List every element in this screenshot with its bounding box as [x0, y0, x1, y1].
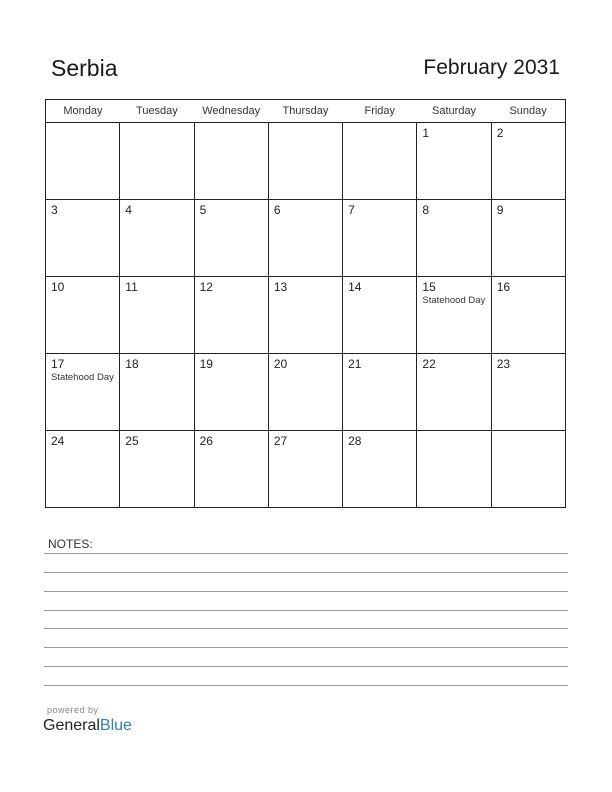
day-cell — [268, 354, 342, 431]
weekday-header: Thursday — [268, 100, 342, 123]
day-number: 17 — [51, 357, 65, 371]
day-cell — [194, 277, 268, 354]
day-cell — [46, 200, 120, 277]
day-cell — [268, 431, 342, 508]
day-number: 25 — [125, 434, 139, 448]
week-row — [46, 354, 566, 431]
day-cell — [491, 431, 565, 508]
day-cell — [343, 200, 417, 277]
day-number: 19 — [199, 357, 213, 371]
day-cell — [46, 123, 120, 200]
weekday-header: Wednesday — [194, 100, 268, 123]
day-number: 21 — [348, 357, 362, 371]
day-number: 8 — [422, 203, 430, 217]
day-number: 23 — [496, 357, 511, 371]
day-number: 11 — [125, 280, 138, 294]
day-cell — [120, 354, 194, 431]
calendar-body — [46, 123, 566, 508]
day-cell — [268, 123, 342, 200]
day-cell — [194, 123, 268, 200]
day-cell — [417, 431, 491, 508]
weekday-header: Sunday — [491, 100, 565, 123]
day-number: 1 — [422, 126, 430, 140]
day-cell — [268, 277, 342, 354]
weekday-header-row — [46, 100, 566, 123]
day-number: 16 — [496, 280, 511, 294]
day-number: 20 — [273, 357, 288, 371]
day-number: 24 — [51, 434, 65, 448]
day-cell — [343, 123, 417, 200]
notes-line — [44, 610, 568, 611]
day-cell — [343, 277, 417, 354]
day-cell — [46, 354, 120, 431]
week-row — [46, 200, 566, 277]
week-row — [46, 123, 566, 200]
day-number: 27 — [273, 434, 288, 448]
weekday-header: Tuesday — [120, 100, 194, 123]
week-row — [46, 277, 566, 354]
notes-label: NOTES: — [48, 537, 93, 551]
day-cell — [343, 431, 417, 508]
day-cell — [491, 200, 565, 277]
week-row — [46, 431, 566, 508]
day-number: 14 — [348, 280, 362, 294]
day-cell — [120, 123, 194, 200]
day-cell — [491, 123, 565, 200]
day-number: 7 — [348, 203, 355, 217]
notes-line — [44, 628, 568, 629]
day-cell — [194, 354, 268, 431]
generalblue-logo — [43, 717, 132, 735]
day-cell — [120, 200, 194, 277]
day-number: 5 — [199, 203, 207, 217]
country-title: Serbia — [51, 55, 118, 81]
weekday-header: Friday — [343, 100, 417, 123]
day-number: 9 — [496, 203, 504, 217]
notes-line — [44, 591, 568, 592]
month-title: February 2031 — [423, 56, 560, 79]
notes-line — [44, 553, 568, 554]
holiday-label: Statehood Day — [422, 295, 486, 306]
day-number: 4 — [125, 203, 132, 217]
day-cell — [417, 200, 491, 277]
weekday-header: Saturday — [417, 100, 491, 123]
day-cell — [46, 277, 120, 354]
holiday-label: Statehood Day — [51, 372, 114, 383]
day-cell — [120, 431, 194, 508]
day-cell — [491, 277, 565, 354]
notes-line — [44, 666, 568, 667]
powered-by-text: powered by — [47, 705, 99, 715]
notes-line — [44, 572, 568, 573]
day-cell — [491, 354, 565, 431]
day-number: 10 — [51, 280, 65, 294]
calendar-grid — [45, 99, 566, 508]
day-cell — [46, 431, 120, 508]
day-cell — [268, 200, 342, 277]
day-cell — [194, 431, 268, 508]
day-number: 26 — [199, 434, 213, 448]
day-number: 2 — [496, 126, 504, 140]
notes-line — [44, 685, 568, 686]
day-number: 6 — [273, 203, 281, 217]
logo-text-blue: Blue — [99, 717, 132, 734]
day-cell — [120, 277, 194, 354]
day-cell — [194, 200, 268, 277]
day-cell — [417, 354, 491, 431]
logo-text-general: General — [43, 717, 100, 734]
weekday-header: Monday — [46, 100, 120, 123]
day-cell — [417, 277, 491, 354]
day-cell — [343, 354, 417, 431]
notes-line — [44, 647, 568, 648]
day-number: 22 — [422, 357, 436, 371]
day-number: 28 — [348, 434, 362, 448]
day-number: 12 — [199, 280, 213, 294]
day-number: 3 — [51, 203, 58, 217]
day-number: 15 — [422, 280, 436, 294]
day-number: 13 — [273, 280, 288, 294]
day-cell — [417, 123, 491, 200]
day-number: 18 — [125, 357, 139, 371]
